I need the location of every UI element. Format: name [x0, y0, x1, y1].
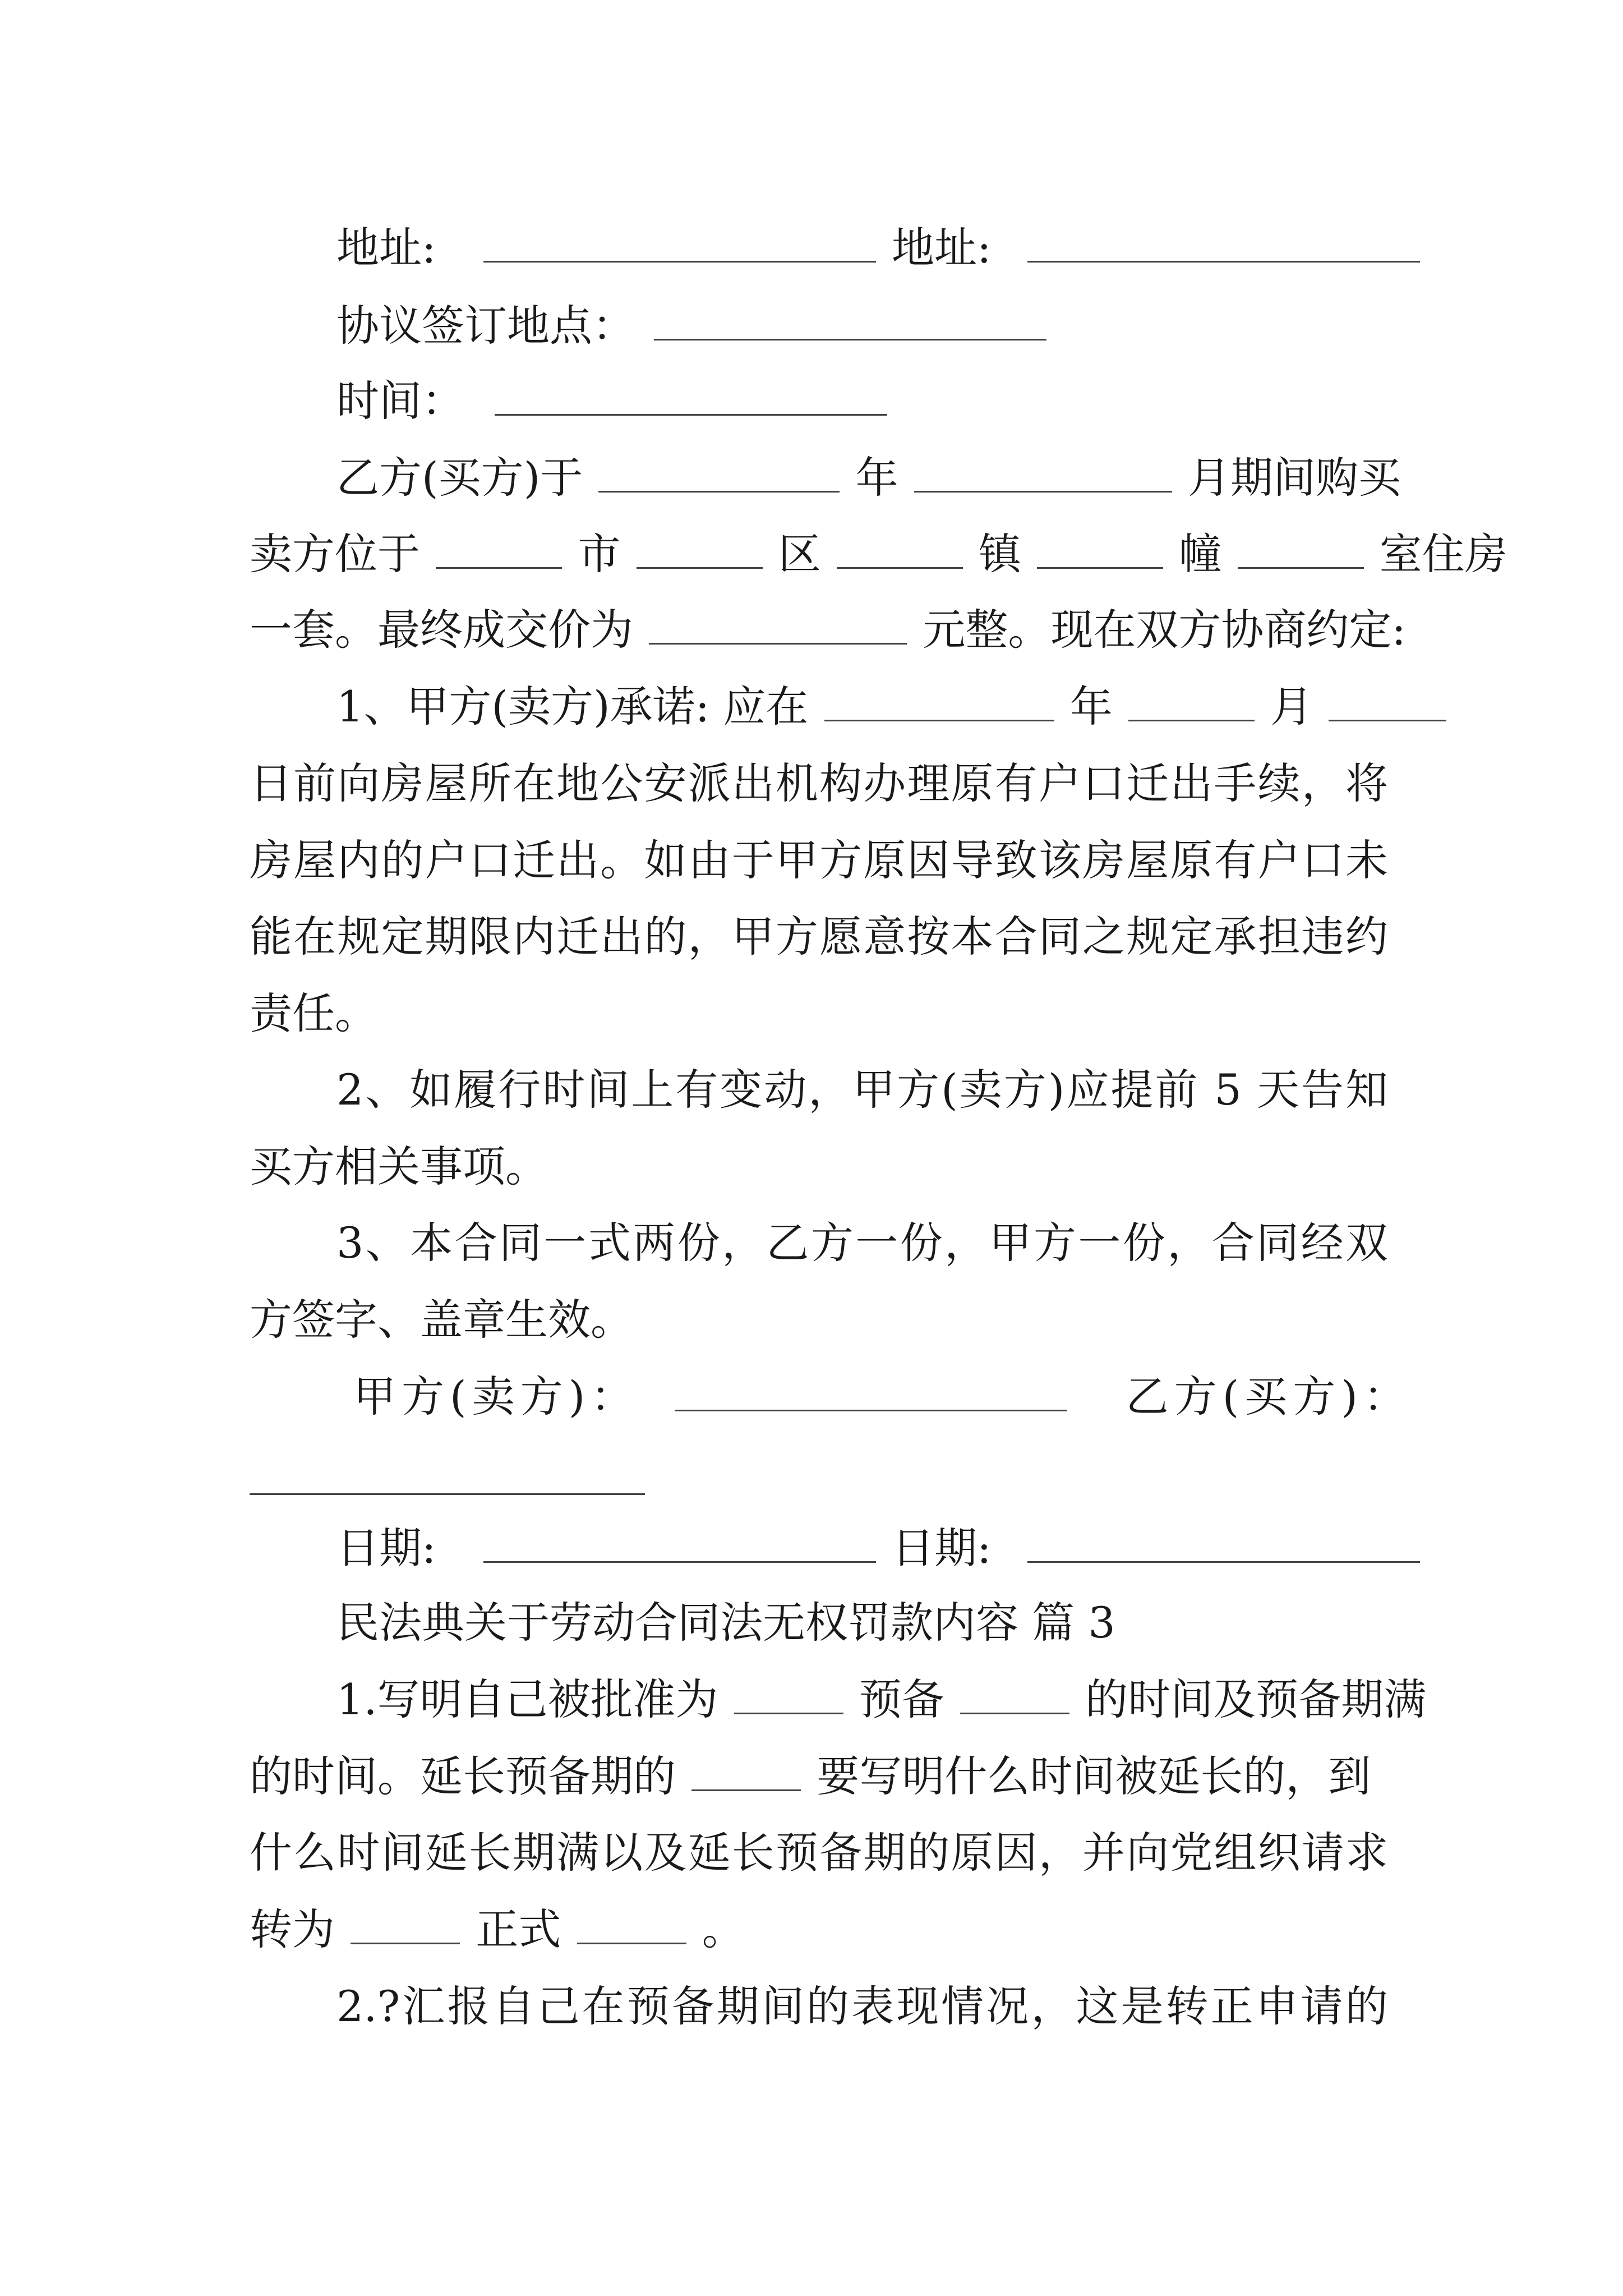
purchase-month-label: 月期间购买	[1188, 453, 1401, 503]
item-1-line-2-intro: 的时间。延长预备期的	[250, 1751, 676, 1801]
purchase-year-blank	[598, 452, 840, 493]
clause-1-intro: 1、甲方(卖方)承诺: 应在	[336, 682, 809, 731]
city-blank	[436, 528, 562, 569]
item-1-formal-label: 正式	[476, 1904, 561, 1954]
item-1-line-2-tail: 要写明什么时间被延长的，到	[817, 1751, 1371, 1801]
clause-1-year-label: 年	[1069, 682, 1113, 731]
clause-2-line-2: 买方相关事项。	[250, 1142, 548, 1191]
clause-1-line-4: 能在规定期限内迁出的，甲方愿意按本合同之规定承担违约	[250, 912, 1388, 961]
clause-1-day-blank	[1329, 680, 1446, 721]
district-label: 区	[778, 529, 821, 579]
party-a-date-blank	[483, 1522, 876, 1563]
item-2-line-1: 2.?汇报自己在预备期间的表现情况，这是转正申请的	[336, 1981, 1388, 2031]
item-1-line-3: 什么时间延长期满以及延长预备期的原因，并向党组织请求	[250, 1828, 1388, 1878]
party-a-address-blank	[483, 222, 876, 263]
price-suffix: 元整。现在双方协商约定:	[923, 605, 1406, 655]
purchase-month-blank	[914, 452, 1172, 493]
location-intro: 卖方位于	[250, 529, 420, 579]
time-line	[336, 373, 889, 429]
price-intro: 一套。最终成交价为	[250, 605, 633, 655]
clause-1-line-2: 日前向房屋所在地公安派出机构办理原有户口迁出手续，将	[250, 758, 1388, 808]
clause-1-line-5: 责任。	[250, 988, 377, 1038]
clause-1-line-3: 房屋内的户口迁出。如由于甲方原因导致该房屋原有户口未	[250, 835, 1388, 885]
item-1-line-4-intro: 转为	[250, 1904, 335, 1954]
address-line	[336, 220, 1422, 276]
building-blank	[1037, 528, 1163, 569]
item-1-prep-label: 预备	[859, 1674, 944, 1724]
clause-3-line-1: 3、本合同一式两份，乙方一份，甲方一份，合同经双	[336, 1218, 1388, 1268]
town-label: 镇	[979, 529, 1022, 579]
item-1-tail: 的时间及预备期满	[1085, 1674, 1427, 1724]
party-a-signature-label: 甲方(卖方)：	[353, 1372, 639, 1421]
item-1-blank-4	[351, 1903, 460, 1944]
party-a-date-label: 日期:	[336, 1523, 436, 1573]
item-1-blank-2	[960, 1673, 1069, 1714]
party-a-signature-blank	[675, 1370, 1067, 1411]
town-blank	[837, 528, 963, 569]
city-label: 市	[578, 529, 621, 579]
signing-place-blank	[654, 300, 1046, 341]
signing-place-line	[336, 298, 1049, 354]
price-line	[250, 602, 1406, 658]
party-b-address-label: 地址:	[891, 223, 992, 273]
room-label: 室住房	[1379, 529, 1507, 579]
clause-1-month-label: 月	[1270, 682, 1313, 731]
item-1-period: 。	[702, 1904, 745, 1954]
signing-place-label: 协议签订地点：	[336, 301, 635, 351]
purchase-date-line	[336, 450, 1401, 506]
clause-3-line-2: 方签字、盖章生效。	[250, 1295, 633, 1345]
time-blank	[495, 375, 887, 416]
property-location-line	[250, 526, 1507, 582]
party-b-signature-blank	[250, 1493, 645, 1495]
party-b-date-blank	[1027, 1522, 1420, 1563]
party-b-signature-label: 乙方(买方)：	[1126, 1372, 1412, 1421]
signature-line	[353, 1369, 1412, 1425]
time-label: 时间：	[336, 376, 464, 426]
party-b-address-blank	[1027, 222, 1420, 263]
item-1-intro: 1.写明自己被批准为	[336, 1674, 718, 1724]
building-label: 幢	[1179, 529, 1222, 579]
price-blank	[649, 604, 907, 645]
clause-1-year-blank	[824, 680, 1054, 721]
room-blank	[1238, 528, 1364, 569]
clause-1-month-blank	[1128, 680, 1255, 721]
clause-1-first-line	[336, 679, 1449, 735]
purchase-intro: 乙方(买方)于	[336, 453, 583, 503]
section-heading: 民法典关于劳动合同法无权罚款内容 篇 3	[336, 1598, 1115, 1648]
district-blank	[637, 528, 763, 569]
item-1-blank-3	[691, 1750, 801, 1791]
date-line	[336, 1520, 1422, 1576]
item-1-blank-1	[734, 1673, 843, 1714]
item-1-line-4	[250, 1902, 745, 1958]
item-1-line-1	[336, 1672, 1426, 1728]
party-b-date-label: 日期:	[891, 1523, 992, 1573]
purchase-year-label: 年	[855, 453, 898, 503]
item-1-blank-5	[577, 1903, 686, 1944]
party-a-address-label: 地址:	[336, 223, 436, 273]
clause-2-line-1: 2、如履行时间上有变动，甲方(卖方)应提前 5 天告知	[336, 1065, 1388, 1115]
item-1-line-2	[250, 1749, 1371, 1805]
